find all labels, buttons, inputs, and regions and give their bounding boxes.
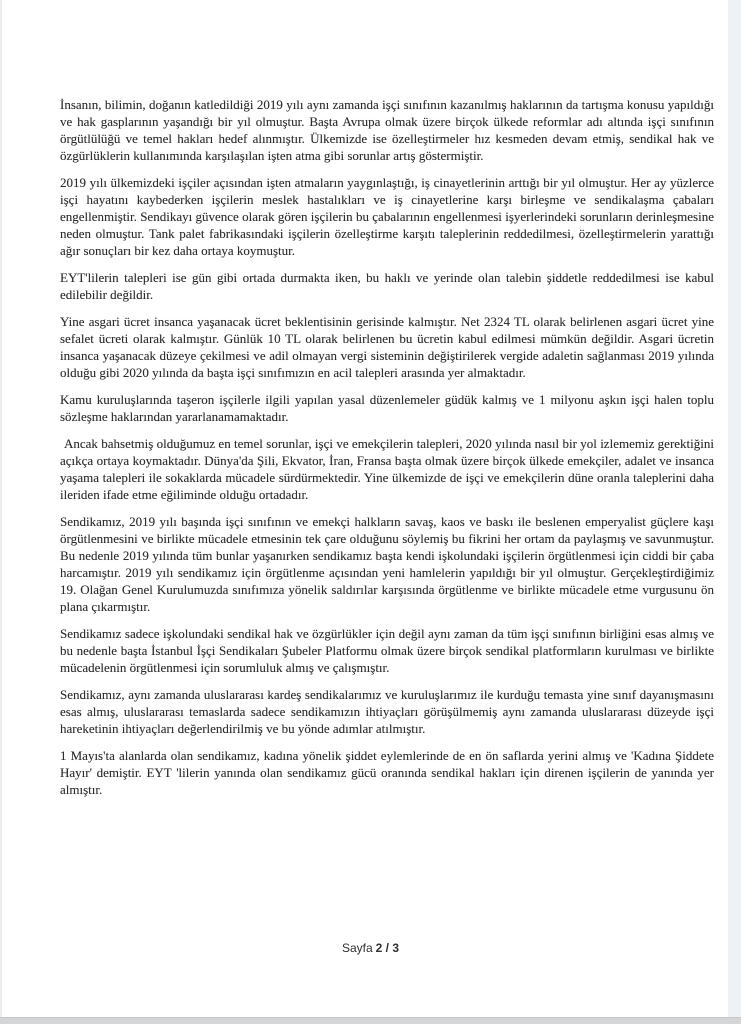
- page-bottom-edge-shadow: [0, 1017, 741, 1024]
- page-number: 2 / 3: [375, 941, 400, 955]
- paragraph-8: Sendikamız sadece işkolundaki sendikal hak ve özgürlükler için değil aynı zaman da tüm işçi sınıfının birliğini esas almış ve bu nedenle başta İstanbul İşçi Sendikaları Şubeler Platformu olmak üzere birçok sendikal platformların kurulması ve birlikte mücadelenin örgütlenmesi için sorumluluk almış ve çalışmıştır.: [60, 626, 714, 675]
- paragraph-2: 2019 yılı ülkemizdeki işçiler açısından işten atmaların yaygınlaştığı, iş cinayetlerinin arttığı bir yıl olmuştur. Her ay yüzlerce işçi hayatını kaybederken işçilerin meslek hastalıkları ve iş cinayetlerine karşı birleşme ve sendikalaşma çabaları engellenmiştir. Sendikayı güvence olarak gören işçilerin bu çabalarının engellenmesi işyerlerindeki sorunların derinleşmesine neden olmuştur. Tank palet fabrikasındaki işçilerin özelleştirme karşıtı taleplerinin reddedilmesi, özelleştirmelerin yarattığı ağır sonuçları bir kez daha ortaya koymuştur.: [60, 175, 714, 258]
- document-body: [60, 96, 714, 808]
- paragraph-7: Sendikamız, 2019 yılı başında işçi sınıfının ve emekçi halkların savaş, kaos ve baskı ile beslenen emperyalist güçlere kaşı örgütlenmesini ve birlikte mücadele etmesinin tek çare olduğunu söylemiş bu fikrini her ortam da paylaşmış ve savunmuştur. Bu nedenle 2019 yılında tüm bunlar yaşanırken sendikamız başta kendi işkolundaki işçilerin örgütlenmesi için ciddi bir çaba harcamıştır. 2019 yılı sendikamız için örgütlenme açısından yeni hamlelerin yapıldığı bir yıl olmuştur. Gerçekleştirdiğimiz 19. Olağan Genel Kurulumuzda sınıfımıza yönelik saldırılar karşısında örgütlenme ve birlikte mücadele etme vurgusunu ön plana çıkarmıştır.: [60, 514, 714, 614]
- paragraph-10: 1 Mayıs'ta alanlarda olan sendikamız, kadına yönelik şiddet eylemlerinde de en ön saflarda yerini almış ve 'Kadına Şiddete Hayır' demiştir. EYT 'lilerin yanında olan sendikamız gücü oranında sendikal hakları için direnen işçilerin de yanında yer almıştır.: [60, 748, 714, 797]
- paragraph-6: Ancak bahsetmiş olduğumuz en temel sorunlar, işçi ve emekçilerin talepleri, 2020 yılında nasıl bir yol izlememiz gerektiğini açıkça ortaya koymaktadır. Dünya'da Şili, Ekvator, İran, Fransa başta olmak üzere birçok ülkede emekçiler, adalet ve insanca yaşama talepleri ile sokaklarda mücadele sürdürmektedir. Yine ülkemizde de işçi ve emekçilerin düne oranla taleplerini daha ileriden ifade etme eğiliminde olduğu ortadadır.: [60, 436, 714, 502]
- page-footer: [0, 941, 741, 955]
- paragraph-9: Sendikamız, aynı zamanda uluslararası kardeş sendikalarımız ve kuruluşlarımız ile kurduğu temasta yine sınıf dayanışmasını esas almış, uluslararası temaslarda sadece sendikamızın ihtiyaçları görüşülmemiş aynı zamanda uluslararası düzeyde işçi hareketinin ihtiyaçları değerlendirilmiş ve bu yönde adımlar atılmıştır.: [60, 687, 714, 736]
- footer-label: Sayfa: [341, 941, 373, 955]
- paragraph-3: EYT'lilerin talepleri ise gün gibi ortada durmakta iken, bu haklı ve yerinde olan talebin şiddetle reddedilmesi ise kabul edilebilir değildir.: [60, 270, 714, 302]
- paragraph-4: Yine asgari ücret insanca yaşanacak ücret beklentisinin gerisinde kalmıştır. Net 2324 TL olarak belirlenen asgari ücret yine sefalet ücreti olarak kalmıştır. Günlük 10 TL olarak belirlenen bu ücretin kabul edilmesi mümkün değildir. Asgari ücretin insanca yaşanacak düzeye çekilmesi ve adil olmayan vergi sisteminin değiştirilerek vergide adaletin sağlanması 2019 yılında olduğu gibi 2020 yılında da başta işçi sınıfımızın en acil talepleri arasında yer almaktadır.: [60, 314, 714, 380]
- paragraph-5: Kamu kuruluşlarında taşeron işçilerle ilgili yapılan yasal düzenlemeler güdük kalmış ve 1 milyonu aşkın işçi halen toplu sözleşme haklarından yararlanamamaktadır.: [60, 392, 714, 424]
- page-left-edge-shadow: [0, 0, 2, 1024]
- page-right-edge-shadow: [728, 0, 741, 1024]
- paragraph-1: İnsanın, bilimin, doğanın katledildiği 2019 yılı aynı zamanda işçi sınıfının kazanılmış haklarının da tartışma konusu yapıldığı ve hak gasplarının yaşandığı bir yıl olmuştur. Başta Avrupa olmak üzere birçok ülkede reformlar adı altında işçi sınıfının örgütlülüğü ve temel hakları hedef alınmıştır. Ülkemizde ise özelleştirmeler hız kesmeden devam etmiş, sendikal hak ve özgürlüklerin kullanımında karşılaşılan işten atma gibi sorunlar artış göstermiştir.: [60, 97, 714, 163]
